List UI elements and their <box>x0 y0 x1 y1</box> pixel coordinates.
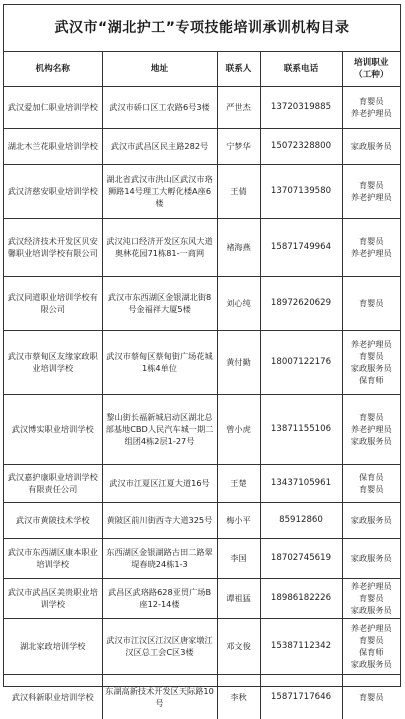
table-row <box>4 128 400 164</box>
training-occupations <box>342 218 400 276</box>
table-row <box>4 330 400 394</box>
training-item: 育婴员 <box>358 484 384 494</box>
contact-person: 曾小虎 <box>217 394 260 464</box>
directory-sheet <box>3 4 401 708</box>
contact-person: 褚海燕 <box>217 218 260 276</box>
table-row <box>4 394 400 464</box>
training-occupations <box>342 502 400 538</box>
institution-name: 湖北家政培训学校 <box>4 618 102 674</box>
institution-name: 武汉市蔡甸区友缘家政职业培训学校 <box>4 330 102 394</box>
header-name: 机构名称 <box>4 52 102 86</box>
table-row <box>4 618 400 674</box>
institution-name: 武汉经济技术开发区贝安馨职业培训学校有限公司 <box>4 218 102 276</box>
training-item: 家政服务员 <box>350 515 392 525</box>
contact-phone: 15072328800 <box>260 128 342 164</box>
training-item: 家政服务员 <box>350 141 392 151</box>
training-item: 保育师 <box>358 647 384 657</box>
institution-address: 武汉沌口经济开发区东风大道奥林花园71栋81-一商网 <box>102 218 217 276</box>
training-item: 家政服务员 <box>350 553 392 563</box>
header-phone: 联系电话 <box>260 52 342 86</box>
training-occupations <box>342 128 400 164</box>
contact-person: 严世杰 <box>217 86 260 128</box>
training-item: 养老护理员 <box>350 581 392 591</box>
training-occupations <box>342 538 400 578</box>
training-item: 养老护理员 <box>350 192 392 202</box>
header-training: 培训职业 （工种） <box>342 52 400 86</box>
table-row <box>4 674 400 719</box>
page-title: 武汉市“湖北护工”专项技能培训承训机构目录 <box>4 5 400 52</box>
training-item: 育婴员 <box>358 691 384 702</box>
institution-name: 湖北木兰花职业培训学校 <box>4 128 102 164</box>
contact-person: 李国 <box>217 538 260 578</box>
training-item: 家政服务员 <box>350 436 392 446</box>
training-item: 育婴员 <box>358 96 384 106</box>
training-item: 保育师 <box>358 375 384 385</box>
institution-address: 湖北省武汉市洪山区武汉市珞狮路14号理工大孵化楼A座6楼 <box>102 164 217 218</box>
contact-person: 刘心纯 <box>217 276 260 330</box>
contact-phone: 13871155106 <box>260 394 342 464</box>
contact-phone: 13437105961 <box>260 464 342 502</box>
institution-address: 黄陂区前川街西寺大道325号 <box>102 502 217 538</box>
contact-person: 邓文俊 <box>217 618 260 674</box>
contact-phone: 18986182226 <box>260 578 342 618</box>
contact-phone: 15387112342 <box>260 618 342 674</box>
contact-phone: 18702745619 <box>260 538 342 578</box>
institution-address: 武汉市武昌区民主路282号 <box>102 128 217 164</box>
training-occupations <box>342 164 400 218</box>
training-item: 家政服务员 <box>350 659 392 669</box>
institution-name: 武汉济慈安职业培训学校 <box>4 164 102 218</box>
training-item: 育婴员 <box>358 593 384 603</box>
institution-table <box>4 52 400 719</box>
institution-address: 黎山街长福新城启动区湖北总部基地CBD人民汽车城一期二组团4栋2层1-27号 <box>102 394 217 464</box>
training-occupations <box>342 330 400 394</box>
institution-address: 武昌区武珞路628亚贸广场B座12-14楼 <box>102 578 217 618</box>
header-address: 地址 <box>102 52 217 86</box>
table-header-row <box>4 52 400 86</box>
contact-person: 李秋 <box>217 674 260 719</box>
table-row <box>4 164 400 218</box>
contact-phone: 18972620629 <box>260 276 342 330</box>
institution-address: 武汉市东西湖区金银湖北街8号金福祥大厦5楼 <box>102 276 217 330</box>
institution-name: 武汉市武昌区美贵职业培训学校 <box>4 578 102 618</box>
training-item: 养老护理员 <box>350 339 392 349</box>
training-item: 育婴员 <box>358 351 384 361</box>
institution-address: 武汉市蔡甸区蔡甸街广场花城1栋4单位 <box>102 330 217 394</box>
training-occupations <box>342 86 400 128</box>
institution-name: 武汉同道职业培训学校有限公司 <box>4 276 102 330</box>
training-item: 养老护理员 <box>350 248 392 258</box>
table-row <box>4 86 400 128</box>
table-row <box>4 276 400 330</box>
training-item: 养老护理员 <box>350 623 392 633</box>
training-occupations <box>342 674 400 719</box>
training-item: 养老护理员 <box>350 108 392 118</box>
training-occupations <box>342 618 400 674</box>
table-row <box>4 464 400 502</box>
training-occupations <box>342 578 400 618</box>
institution-name: 武汉市黄陂技术学校 <box>4 502 102 538</box>
institution-address: 武汉市江汉区江汉区唐家墩江汉区总工会C区3楼 <box>102 618 217 674</box>
contact-person: 宁梦华 <box>217 128 260 164</box>
training-occupations <box>342 394 400 464</box>
institution-address: 武汉市硚口区工农路6号3楼 <box>102 86 217 128</box>
table-row <box>4 538 400 578</box>
header-contact: 联系人 <box>217 52 260 86</box>
training-item: 育婴员 <box>358 180 384 190</box>
table-row <box>4 578 400 618</box>
institution-address: 东湖高新技术开发区天际路10号 <box>102 674 217 719</box>
training-occupations <box>342 464 400 502</box>
institution-address: 武汉市江夏区江夏大道16号 <box>102 464 217 502</box>
table-row <box>4 218 400 276</box>
institution-name: 武汉科新职业培训学校 <box>4 674 102 719</box>
table-row <box>4 502 400 538</box>
institution-name: 武汉博实职业培训学校 <box>4 394 102 464</box>
training-item: 育婴员 <box>358 412 384 422</box>
contact-phone: 18007122176 <box>260 330 342 394</box>
contact-phone: 85912860 <box>260 502 342 538</box>
training-item: 育婴员 <box>358 635 384 645</box>
contact-person: 王楚 <box>217 464 260 502</box>
institution-name: 武汉爱加仁职业培训学校 <box>4 86 102 128</box>
training-item: 养老护理员 <box>350 424 392 434</box>
contact-person: 谭祖猛 <box>217 578 260 618</box>
training-item: 家政服务员 <box>350 605 392 615</box>
contact-phone: 15871749964 <box>260 218 342 276</box>
contact-person: 黄付勤 <box>217 330 260 394</box>
contact-person: 梅小平 <box>217 502 260 538</box>
contact-phone: 13720319885 <box>260 86 342 128</box>
institution-address: 东西湖区金银湖路古田二路翠堤春晓24栋1-3 <box>102 538 217 578</box>
training-item: 育婴员 <box>358 236 384 246</box>
contact-phone: 15871717646 <box>260 674 342 719</box>
contact-phone: 13707139580 <box>260 164 342 218</box>
institution-name: 武汉嘉护康职业培训学校有限责任公司 <box>4 464 102 502</box>
training-occupations <box>342 276 400 330</box>
contact-person: 王倩 <box>217 164 260 218</box>
training-item: 家政服务员 <box>350 363 392 373</box>
training-item: 育婴员 <box>358 298 384 308</box>
institution-name: 武汉市东西湖区康本职业培训学校 <box>4 538 102 578</box>
training-item: 保育员 <box>358 472 384 482</box>
